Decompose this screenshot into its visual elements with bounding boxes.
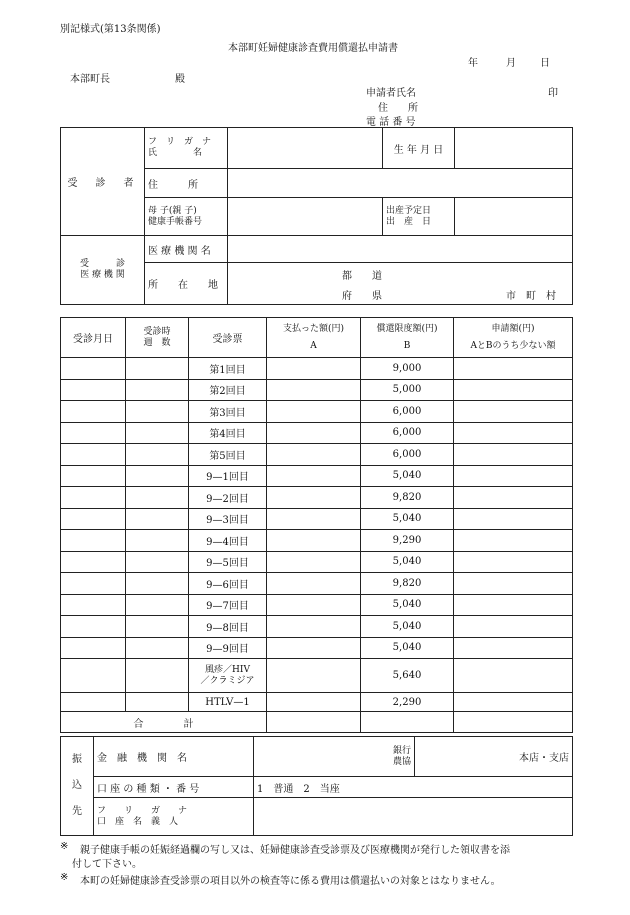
account-type-value[interactable]: 1 普通 2 当座 <box>254 777 573 798</box>
birth-date-label: 出 産 日 <box>386 216 432 227</box>
visit-weeks-field[interactable] <box>126 616 189 638</box>
visit-weeks-field[interactable] <box>126 637 189 659</box>
visit-weeks-field[interactable] <box>126 422 189 444</box>
visit-claim-field[interactable] <box>454 379 573 401</box>
pref-fu: 府 <box>342 291 352 302</box>
total-claim-field[interactable] <box>454 712 573 733</box>
visit-ticket: 9—2回目 <box>189 487 267 509</box>
visit-limit: 5,000 <box>361 379 454 401</box>
visit-date-field[interactable] <box>61 616 126 638</box>
visit-claim-field[interactable] <box>454 573 573 595</box>
furigana-label: フ リ ガ ナ <box>148 137 212 147</box>
header-paid-1: 支払った額(円) <box>282 323 345 334</box>
table-row <box>61 508 573 530</box>
header-paid-2: A <box>310 340 317 351</box>
visit-claim-field[interactable] <box>454 487 573 509</box>
visit-paid-field[interactable] <box>267 444 361 466</box>
header-ticket: 受診票 <box>189 318 267 358</box>
visit-paid-field[interactable] <box>267 379 361 401</box>
visit-claim-field[interactable] <box>454 444 573 466</box>
visit-ticket: 9—5回目 <box>189 551 267 573</box>
table-row <box>61 594 573 616</box>
table-row <box>61 422 573 444</box>
date-month: 月 <box>506 58 516 69</box>
htlv-claim-field[interactable] <box>454 693 573 712</box>
table-row <box>61 530 573 552</box>
holder-field[interactable] <box>254 798 573 836</box>
visit-claim-field[interactable] <box>454 465 573 487</box>
rubella-claim-field[interactable] <box>454 659 573 693</box>
rubella-date-field[interactable] <box>61 659 126 693</box>
visit-date-field[interactable] <box>61 358 126 380</box>
visit-paid-field[interactable] <box>267 637 361 659</box>
table-row <box>61 401 573 423</box>
header-weeks-1: 受診時 <box>143 326 171 337</box>
visit-date-field[interactable] <box>61 637 126 659</box>
visit-weeks-field[interactable] <box>126 551 189 573</box>
htlv-limit: 2,290 <box>361 693 454 712</box>
visit-limit: 5,040 <box>361 616 454 638</box>
header-visit-date: 受診月日 <box>61 318 126 358</box>
visit-paid-field[interactable] <box>267 530 361 552</box>
table-row <box>61 444 573 466</box>
pref-to: 都 <box>342 271 352 282</box>
visit-ticket: 9—9回目 <box>189 637 267 659</box>
total-paid-field[interactable] <box>267 712 361 733</box>
visit-date-field[interactable] <box>61 594 126 616</box>
table-row <box>61 616 573 638</box>
visit-limit: 9,000 <box>361 358 454 380</box>
visit-limit: 5,040 <box>361 637 454 659</box>
visits-table <box>60 317 573 733</box>
htlv-paid-field[interactable] <box>267 693 361 712</box>
visit-claim-field[interactable] <box>454 401 573 423</box>
visit-paid-field[interactable] <box>267 465 361 487</box>
header-claim-1: 申請額(円) <box>491 323 535 334</box>
visit-date-field[interactable] <box>61 379 126 401</box>
table-row <box>61 465 573 487</box>
name-field[interactable] <box>228 128 383 169</box>
rubella-label-1: 風疹／HIV <box>205 664 250 675</box>
form-label: 別記様式(第13条関係) <box>60 24 161 35</box>
visit-ticket: 9—1回目 <box>189 465 267 487</box>
rubella-limit: 5,640 <box>361 659 454 693</box>
visit-weeks-field[interactable] <box>126 444 189 466</box>
table-row <box>61 487 573 509</box>
note-1b: 付して下さい。 <box>72 859 142 870</box>
visit-ticket: 第2回目 <box>189 379 267 401</box>
visit-claim-field[interactable] <box>454 551 573 573</box>
holder-name-label: 口 座 名 義 人 <box>97 816 179 827</box>
visit-limit: 9,820 <box>361 573 454 595</box>
visit-limit: 5,040 <box>361 594 454 616</box>
visit-weeks-field[interactable] <box>126 401 189 423</box>
bank-section-2: 込 <box>72 780 82 791</box>
visit-paid-field[interactable] <box>267 508 361 530</box>
total-limit-field <box>361 712 454 733</box>
header-claim-2: AとBのうち少ない額 <box>470 340 556 351</box>
visit-date-field[interactable] <box>61 444 126 466</box>
city-label: 市 町 村 <box>506 291 556 302</box>
clinic-location-label: 所 在 地 <box>145 263 228 305</box>
bank-type-1: 銀行 <box>392 745 411 756</box>
honorific: 殿 <box>175 74 185 85</box>
applicant-address-label: 住 所 <box>378 103 418 114</box>
visit-limit: 9,820 <box>361 487 454 509</box>
bank-type-2: 農協 <box>392 756 411 767</box>
visit-date-field[interactable] <box>61 422 126 444</box>
note-2: 本町の妊婦健康診査受診票の項目以外の検査等に係る費用は償還払いの対象とはなりません。 <box>80 876 501 887</box>
visit-claim-field[interactable] <box>454 594 573 616</box>
visit-paid-field[interactable] <box>267 551 361 573</box>
visit-ticket: 第4回目 <box>189 422 267 444</box>
holder-furigana-label: フ リ ガ ナ <box>97 805 188 816</box>
account-type-label: 口 座 の 種 類 ・ 番 号 <box>94 777 254 798</box>
visit-ticket: 9—4回目 <box>189 530 267 552</box>
due-date-label: 出産予定日 <box>386 205 432 216</box>
branch-label: 本店・支店 <box>415 737 573 777</box>
visit-date-field[interactable] <box>61 508 126 530</box>
rubella-paid-field[interactable] <box>267 659 361 693</box>
visit-ticket: 9—6回目 <box>189 573 267 595</box>
rubella-weeks-field[interactable] <box>126 659 189 693</box>
visit-paid-field[interactable] <box>267 358 361 380</box>
table-row <box>61 379 573 401</box>
visit-weeks-field[interactable] <box>126 358 189 380</box>
visit-weeks-field[interactable] <box>126 465 189 487</box>
visit-date-field[interactable] <box>61 530 126 552</box>
applicant-phone-label: 電 話 番 号 <box>366 117 416 128</box>
visit-paid-field[interactable] <box>267 573 361 595</box>
htlv-label: HTLV—1 <box>189 693 267 712</box>
clinic-name-label: 医 療 機 関 名 <box>145 236 228 263</box>
pref-ken: 県 <box>372 291 382 302</box>
header-weeks-2: 週 数 <box>143 337 171 348</box>
visit-ticket: 9—8回目 <box>189 616 267 638</box>
visit-paid-field[interactable] <box>267 487 361 509</box>
visit-weeks-field[interactable] <box>126 508 189 530</box>
visit-weeks-field[interactable] <box>126 487 189 509</box>
bank-table <box>60 736 573 836</box>
clinic-section-label-2: 医 療 機 関 <box>80 270 125 280</box>
note-mark-1: ※ <box>60 841 69 852</box>
rubella-label-2: ／クラミジア <box>200 675 255 686</box>
visit-paid-field[interactable] <box>267 616 361 638</box>
visit-limit: 6,000 <box>361 401 454 423</box>
table-row <box>61 573 573 595</box>
visit-limit: 5,040 <box>361 508 454 530</box>
header-limit-1: 償還限度額(円) <box>376 323 438 334</box>
birth-field[interactable] <box>455 128 573 169</box>
visit-date-field[interactable] <box>61 487 126 509</box>
boshi-field[interactable] <box>228 198 383 236</box>
patient-table <box>60 127 573 305</box>
due-date-field[interactable] <box>455 198 573 236</box>
address-label: 住 所 <box>145 169 228 198</box>
seal-mark: 印 <box>548 88 558 99</box>
addressee: 本部町長 <box>70 74 110 85</box>
table-row <box>61 551 573 573</box>
visit-weeks-field[interactable] <box>126 573 189 595</box>
clinic-name-field[interactable] <box>228 236 573 263</box>
visit-weeks-field[interactable] <box>126 530 189 552</box>
note-mark-2: ※ <box>60 872 69 883</box>
clinic-location-field[interactable] <box>228 263 573 305</box>
birth-label: 生 年 月 日 <box>383 128 455 169</box>
date-year: 年 <box>468 58 478 69</box>
address-field[interactable] <box>228 169 573 198</box>
visit-limit: 6,000 <box>361 444 454 466</box>
visit-ticket: 第3回目 <box>189 401 267 423</box>
visit-paid-field[interactable] <box>267 422 361 444</box>
clinic-section-label-1: 受 診 <box>79 259 125 269</box>
boshi-label-1: 母 子(親 子) <box>148 205 197 216</box>
total-label: 合 計 <box>61 712 267 733</box>
visit-ticket: 第5回目 <box>189 444 267 466</box>
applicant-name-label: 申請者氏名 <box>366 88 416 99</box>
visit-limit: 9,290 <box>361 530 454 552</box>
visit-limit: 6,000 <box>361 422 454 444</box>
visit-claim-field[interactable] <box>454 616 573 638</box>
visit-date-field[interactable] <box>61 401 126 423</box>
header-limit-2: B <box>403 340 411 351</box>
visit-limit: 5,040 <box>361 551 454 573</box>
visit-claim-field[interactable] <box>454 508 573 530</box>
table-row <box>61 637 573 659</box>
visit-date-field[interactable] <box>61 465 126 487</box>
pref-do: 道 <box>372 271 382 282</box>
htlv-weeks-field[interactable] <box>126 693 189 712</box>
bank-section-3: 先 <box>72 806 82 817</box>
institution-label: 金 融 機 関 名 <box>94 737 254 777</box>
visit-claim-field[interactable] <box>454 637 573 659</box>
visit-ticket: 9—3回目 <box>189 508 267 530</box>
visit-paid-field[interactable] <box>267 594 361 616</box>
date-day: 日 <box>540 58 550 69</box>
visit-date-field[interactable] <box>61 551 126 573</box>
visit-limit: 5,040 <box>361 465 454 487</box>
visit-ticket: 9—7回目 <box>189 594 267 616</box>
patient-section-label: 受 診 者 <box>61 128 145 236</box>
name-label: 氏 名 <box>148 148 203 158</box>
visit-date-field[interactable] <box>61 573 126 595</box>
visit-claim-field[interactable] <box>454 530 573 552</box>
page-title: 本部町妊婦健康診査費用償還払申請書 <box>228 43 398 54</box>
visit-weeks-field[interactable] <box>126 594 189 616</box>
visit-claim-field[interactable] <box>454 358 573 380</box>
table-row <box>61 358 573 380</box>
visit-weeks-field[interactable] <box>126 379 189 401</box>
htlv-date-field[interactable] <box>61 693 126 712</box>
visit-ticket: 第1回目 <box>189 358 267 380</box>
bank-section-1: 振 <box>72 754 82 765</box>
visit-paid-field[interactable] <box>267 401 361 423</box>
visit-claim-field[interactable] <box>454 422 573 444</box>
note-1a: 親子健康手帳の妊娠経過欄の写し又は、妊婦健康診査受診票及び医療機関が発行した領収書を添 <box>80 845 510 856</box>
boshi-label-2: 健康手帳番号 <box>148 216 203 227</box>
